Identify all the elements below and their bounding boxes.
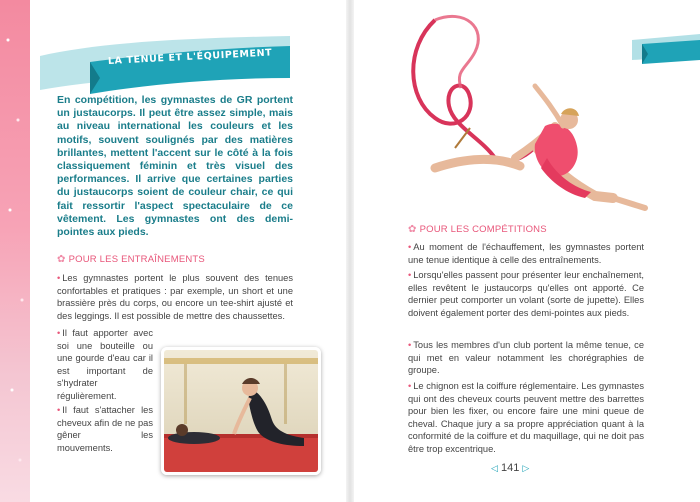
bullet-dot-icon: • <box>408 242 412 252</box>
section-title: LA TENUE ET L'ÉQUIPEMENT <box>107 47 273 67</box>
competition-bullet-3: • Tous les membres d'un club portent la même tenue, ce qui met en valeur notamment les chorégraphies de groupe. <box>408 340 644 376</box>
competition-heading-label: POUR LES COMPÉTITIONS <box>419 224 547 235</box>
bullet-dot-icon: • <box>57 328 61 338</box>
bullet-dot-icon: • <box>408 381 412 391</box>
flower-icon: ✿ <box>57 254 66 265</box>
book-gutter <box>346 0 354 502</box>
bullet-dot-icon: • <box>408 340 412 350</box>
chevron-left-icon: ◁ <box>491 463 498 473</box>
bullet-dot-icon: • <box>57 405 61 415</box>
training-photo <box>161 347 321 475</box>
flower-icon: ✿ <box>408 224 417 235</box>
training-bullet-2: • Il faut apporter avec soi une bouteille ou une gourde d'eau car il est important de s'hydrater régulièrement. <box>57 328 153 401</box>
bullet-dot-icon: • <box>57 273 61 283</box>
training-bullet-1: • Les gymnastes portent le plus souvent des tenues confortables et pratiques : par exemple, un short et une brassière près du corps, ou encore un tee-shirt ajusté et des leggings. Il est possible de mettre des chaussettes. <box>57 273 293 321</box>
page-number-value: 141 <box>500 462 520 474</box>
competition-bullet-1: • Au moment de l'échauffement, les gymnastes portent une tenue identique à celle des entraînements. <box>408 242 644 265</box>
ribbon-banner <box>40 34 290 96</box>
intro-paragraph: En compétition, les gymnastes de GR portent un justaucorps. Il peut être assez simple, mais au niveau international les couleurs et les motifs, souvent soulignés par des matières brillantes, mettent l'accent sur le côté à la fois classiquement féminin et très visuel des performances. Il arrive que certaines parties du justaucorps soient de couleur chair, ce qui fait ressortir l'aspect spectaculaire de ce vêtement. Les gymnastes ont des demi-pointes aux pieds. <box>57 94 293 239</box>
training-heading <box>57 254 205 265</box>
training-bullet-3: • Il faut s'attacher les cheveux afin de ne pas gêner les mouvements. <box>57 405 153 453</box>
chevron-right-icon: ▷ <box>522 463 530 473</box>
bullet-dot-icon: • <box>408 270 412 280</box>
competition-bullet-4: • Le chignon est la coiffure réglementaire. Les gymnastes qui ont des cheveux courts peuvent mettre des barrettes pour bien les fixer, ou encore faire une mini queue de cheval. Chaque jury a sa propre appréciation quant à la conformité de la coiffure et du maquillage, qui ne doit pas être trop excentrique. <box>408 381 644 454</box>
gymnast-with-ribbon-illustration <box>395 8 670 226</box>
pink-glitter-edge <box>0 0 30 502</box>
competition-heading <box>408 224 547 235</box>
page-number <box>491 462 529 474</box>
small-ribbon-banner <box>632 30 700 64</box>
training-heading-label: POUR LES ENTRAÎNEMENTS <box>68 254 205 265</box>
competition-bullet-2: • Lorsqu'elles passent pour présenter leur enchaînement, elles revêtent le justaucorps qu'elles ont apporté. Ce dernier peut comporter un volant (sorte de jupette). Elles doivent également porter des demi-pointes aux pieds. <box>408 270 644 318</box>
